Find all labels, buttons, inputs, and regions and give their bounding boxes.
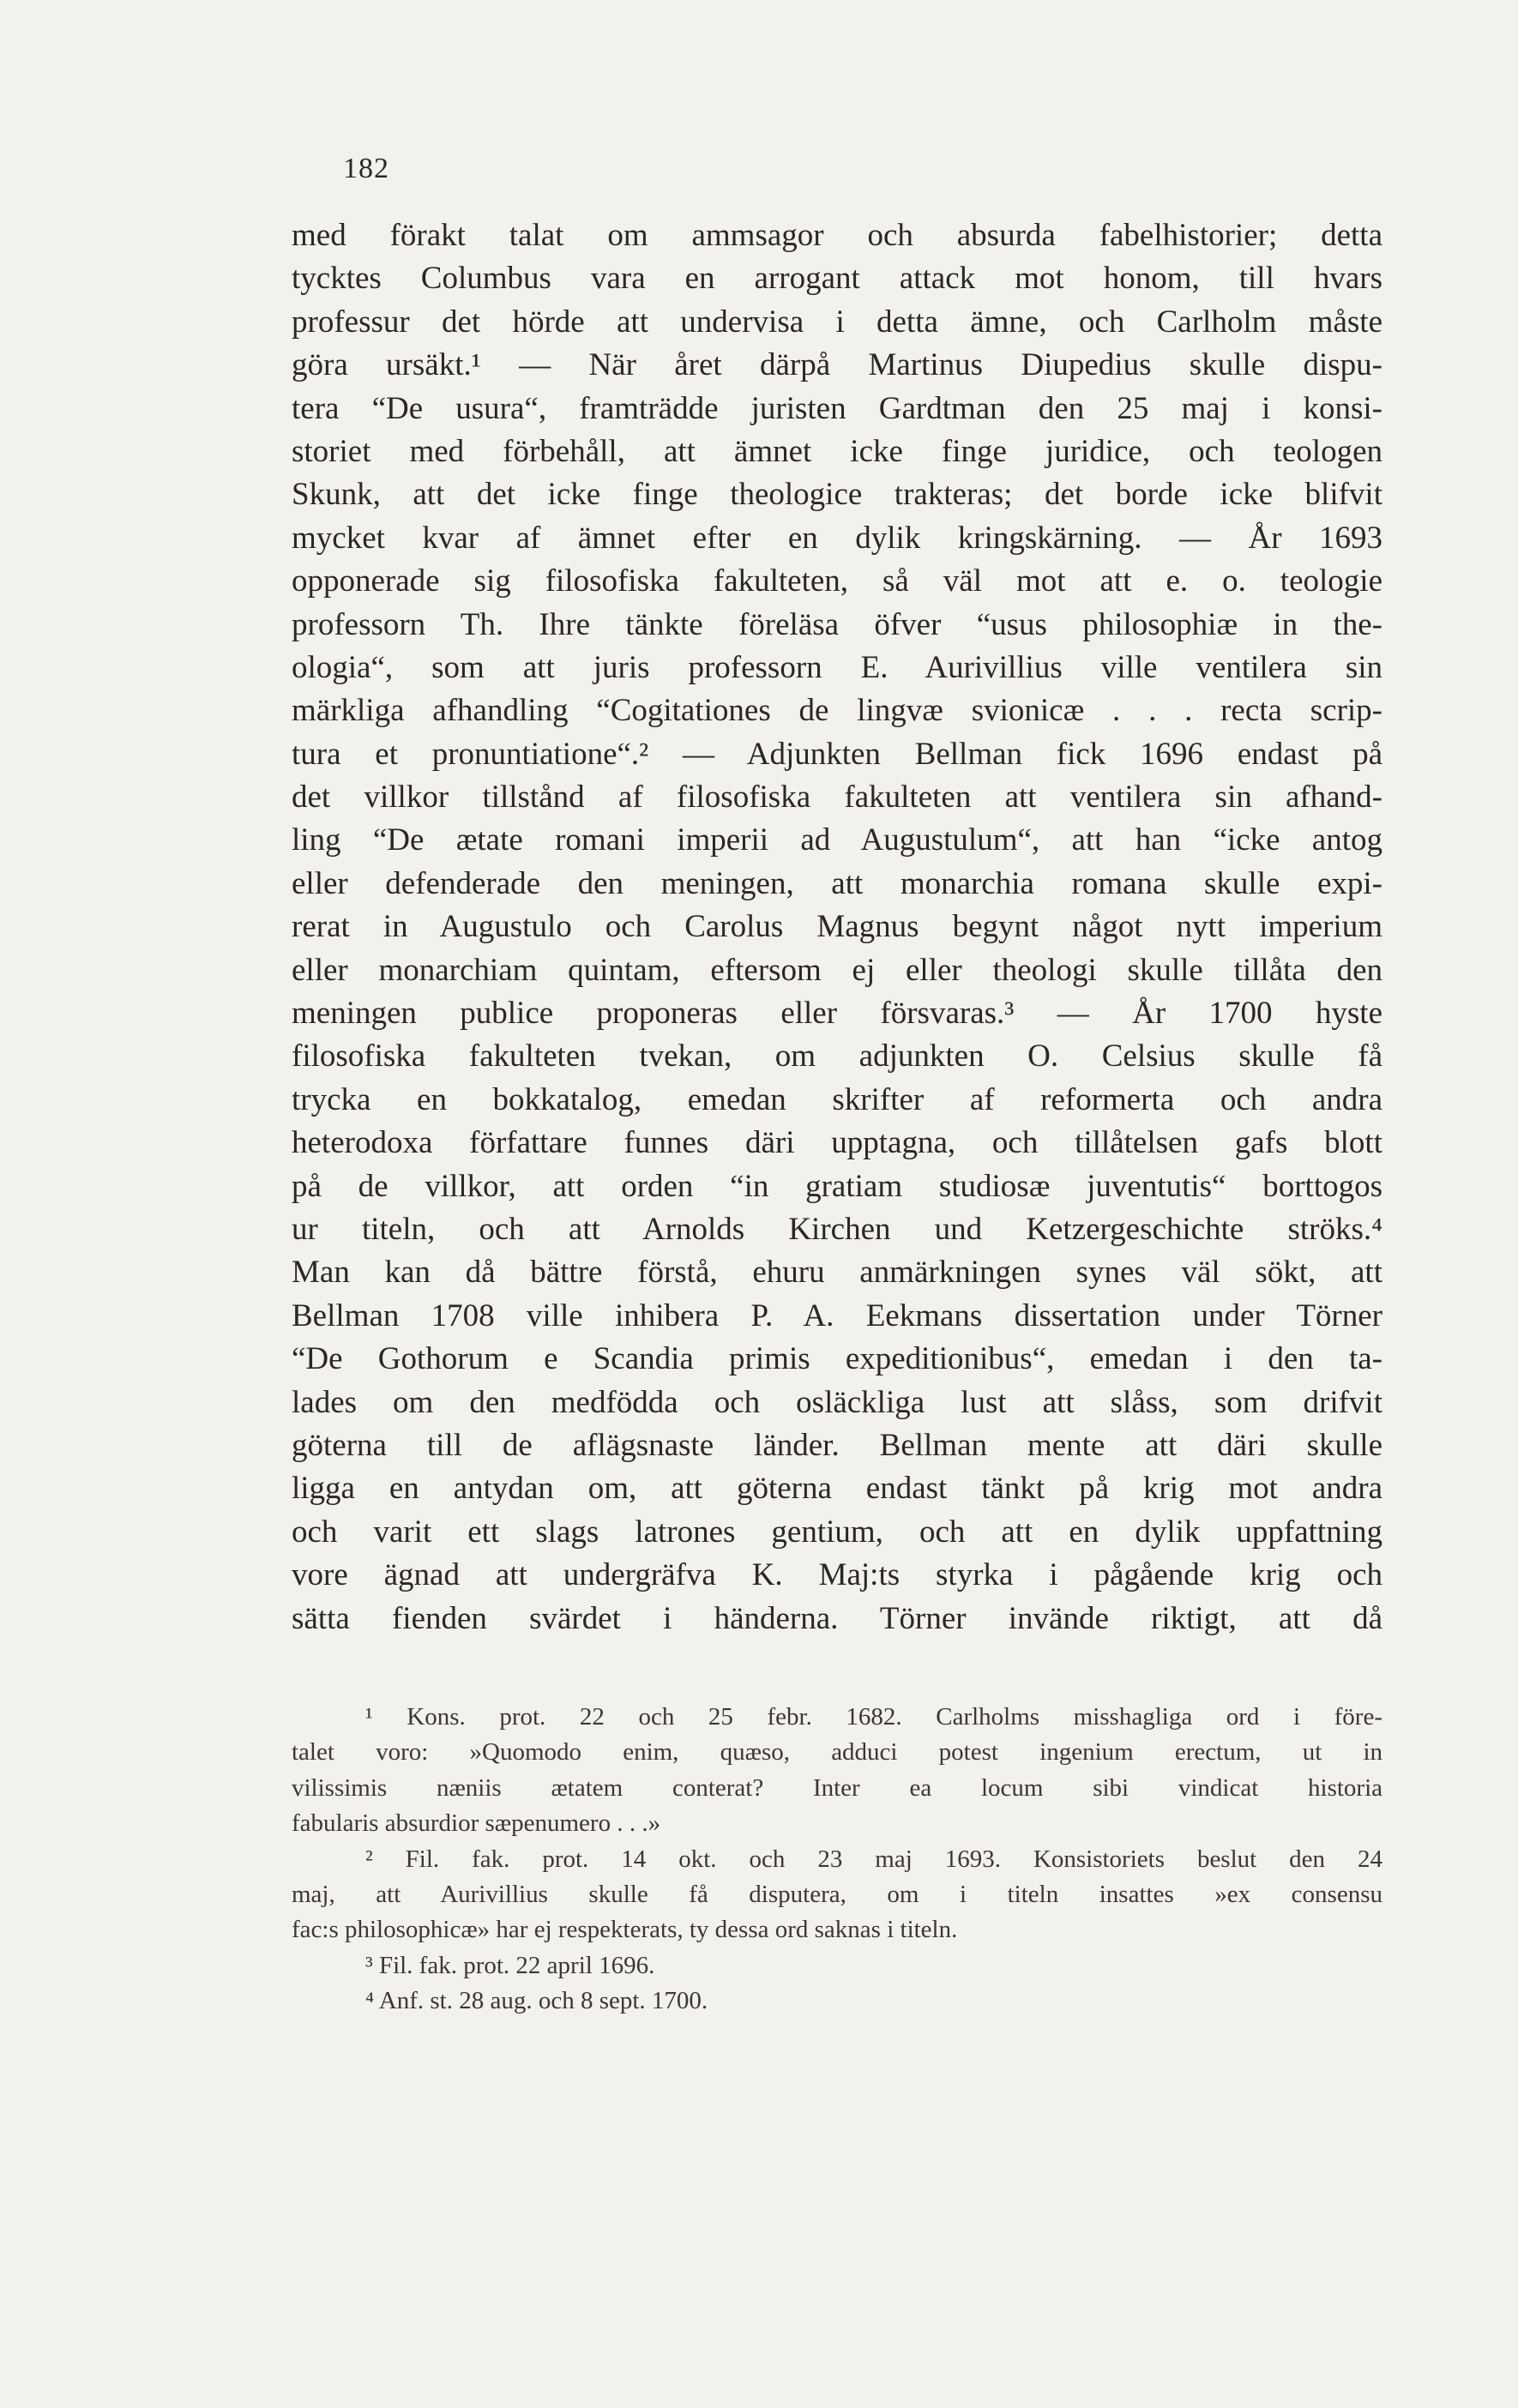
footnote-3 [292,1948,1382,1984]
body-line: göra ursäkt.¹ — När året därpå Martinus Diupedius skulle dispu- [292,347,1382,383]
body-line: Skunk, att det icke finge theologice trakteras; det borde icke blifvit [292,477,1382,513]
body-line: professur det hörde att undervisa i detta ämne, och Carlholm måste [292,304,1382,340]
footnote-line: talet voro: »Quomodo enim, quæso, adduci potest ingenium erectum, ut in [292,1738,1382,1767]
body-line: ling “De ætate romani imperii ad Augustulum“, att han “icke antog [292,822,1382,858]
footnote-2 [292,1842,1382,1948]
body-line: storiet med förbehåll, att ämnet icke finge juridice, och teologen [292,433,1382,469]
body-line: mycket kvar af ämnet efter en dylik kringskärning. — År 1693 [292,520,1382,556]
body-line: Bellman 1708 ville inhibera P. A. Eekmans dissertation under Törner [292,1297,1382,1333]
footnote-line: ¹ Kons. prot. 22 och 25 febr. 1682. Carlholms misshagliga ord i före- [365,1703,1382,1731]
footnotes [292,1700,1382,2020]
body-line: trycka en bokkatalog, emedan skrifter af reformerta och andra [292,1081,1382,1117]
footnote-line: ³ Fil. fak. prot. 22 april 1696. [365,1951,655,1979]
body-line: det villkor tillstånd af filosofiska fakulteten att ventilera sin afhand- [292,780,1382,816]
body-line: sätta fienden svärdet i händerna. Törner invände riktigt, att då [292,1600,1382,1636]
body-line: tera “De usura“, framträdde juristen Gardtman den 25 maj i konsi- [292,390,1382,426]
body-line: ur titeln, och att Arnolds Kirchen und Ketzergeschichte ströks.⁴ [292,1211,1382,1247]
footnote-line: fabularis absurdior sæpenumero . . .» [292,1809,661,1838]
body-line: Man kan då bättre förstå, ehuru anmärkningen synes väl sökt, att [292,1255,1382,1291]
footnote-4 [292,1984,1382,2019]
body-line: på de villkor, att orden “in gratiam studiosæ juventutis“ borttogos [292,1168,1382,1204]
body-text [292,214,1382,1640]
body-line: professorn Th. Ihre tänkte föreläsa öfver “usus philosophiæ in the- [292,606,1382,642]
body-line: eller monarchiam quintam, eftersom ej eller theologi skulle tillåta den [292,952,1382,988]
body-line: heterodoxa författare funnes däri upptagna, och tillåtelsen gafs blott [292,1125,1382,1161]
body-line: med förakt talat om ammsagor och absurda fabelhistorier; detta [292,218,1382,253]
page-number: 182 [343,153,389,184]
footnote-1 [292,1700,1382,1842]
body-line: vore ägnad att undergräfva K. Maj:ts styrka i pågående krig och [292,1557,1382,1593]
body-line: göterna till de aflägsnaste länder. Bellman mente att däri skulle [292,1427,1382,1463]
body-line: eller defenderade den meningen, att monarchia romana skulle expi- [292,865,1382,901]
body-line: lades om den medfödda och osläckliga lust att slåss, som drifvit [292,1384,1382,1420]
body-line: tura et pronuntiatione“.² — Adjunkten Bellman fick 1696 endast på [292,736,1382,772]
footnote-line: ² Fil. fak. prot. 14 okt. och 23 maj 1693. Konsistoriets beslut den 24 [365,1845,1382,1873]
body-line: rerat in Augustulo och Carolus Magnus begynt något nytt imperium [292,909,1382,945]
body-line: tycktes Columbus vara en arrogant attack mot honom, till hvars [292,261,1382,297]
footnote-line: vilissimis næniis ætatem conterat? Inter ea locum sibi vindicat historia [292,1773,1382,1802]
body-line: och varit ett slags latrones gentium, och att en dylik uppfattning [292,1514,1382,1550]
body-line: filosofiska fakulteten tvekan, om adjunkten O. Celsius skulle få [292,1038,1382,1075]
body-line: “De Gothorum e Scandia primis expeditionibus“, emedan i den ta- [292,1341,1382,1377]
body-line: meningen publice proponeras eller försvaras.³ — År 1700 hyste [292,996,1382,1032]
body-line: opponerade sig filosofiska fakulteten, så väl mot att e. o. teologie [292,563,1382,599]
body-line: märkliga afhandling “Cogitationes de lingvæ svionicæ . . . recta scrip- [292,693,1382,729]
footnote-line: ⁴ Anf. st. 28 aug. och 8 sept. 1700. [365,1987,708,2015]
body-line: ologia“, som att juris professorn E. Aurivillius ville ventilera sin [292,649,1382,685]
footnote-line: fac:s philosophicæ» har ej respekterats, ty dessa ord saknas i titeln. [292,1916,958,1944]
footnote-line: maj, att Aurivillius skulle få disputera, om i titeln insattes »ex consensu [292,1880,1382,1908]
body-line: ligga en antydan om, att göterna endast tänkt på krig mot andra [292,1471,1382,1507]
